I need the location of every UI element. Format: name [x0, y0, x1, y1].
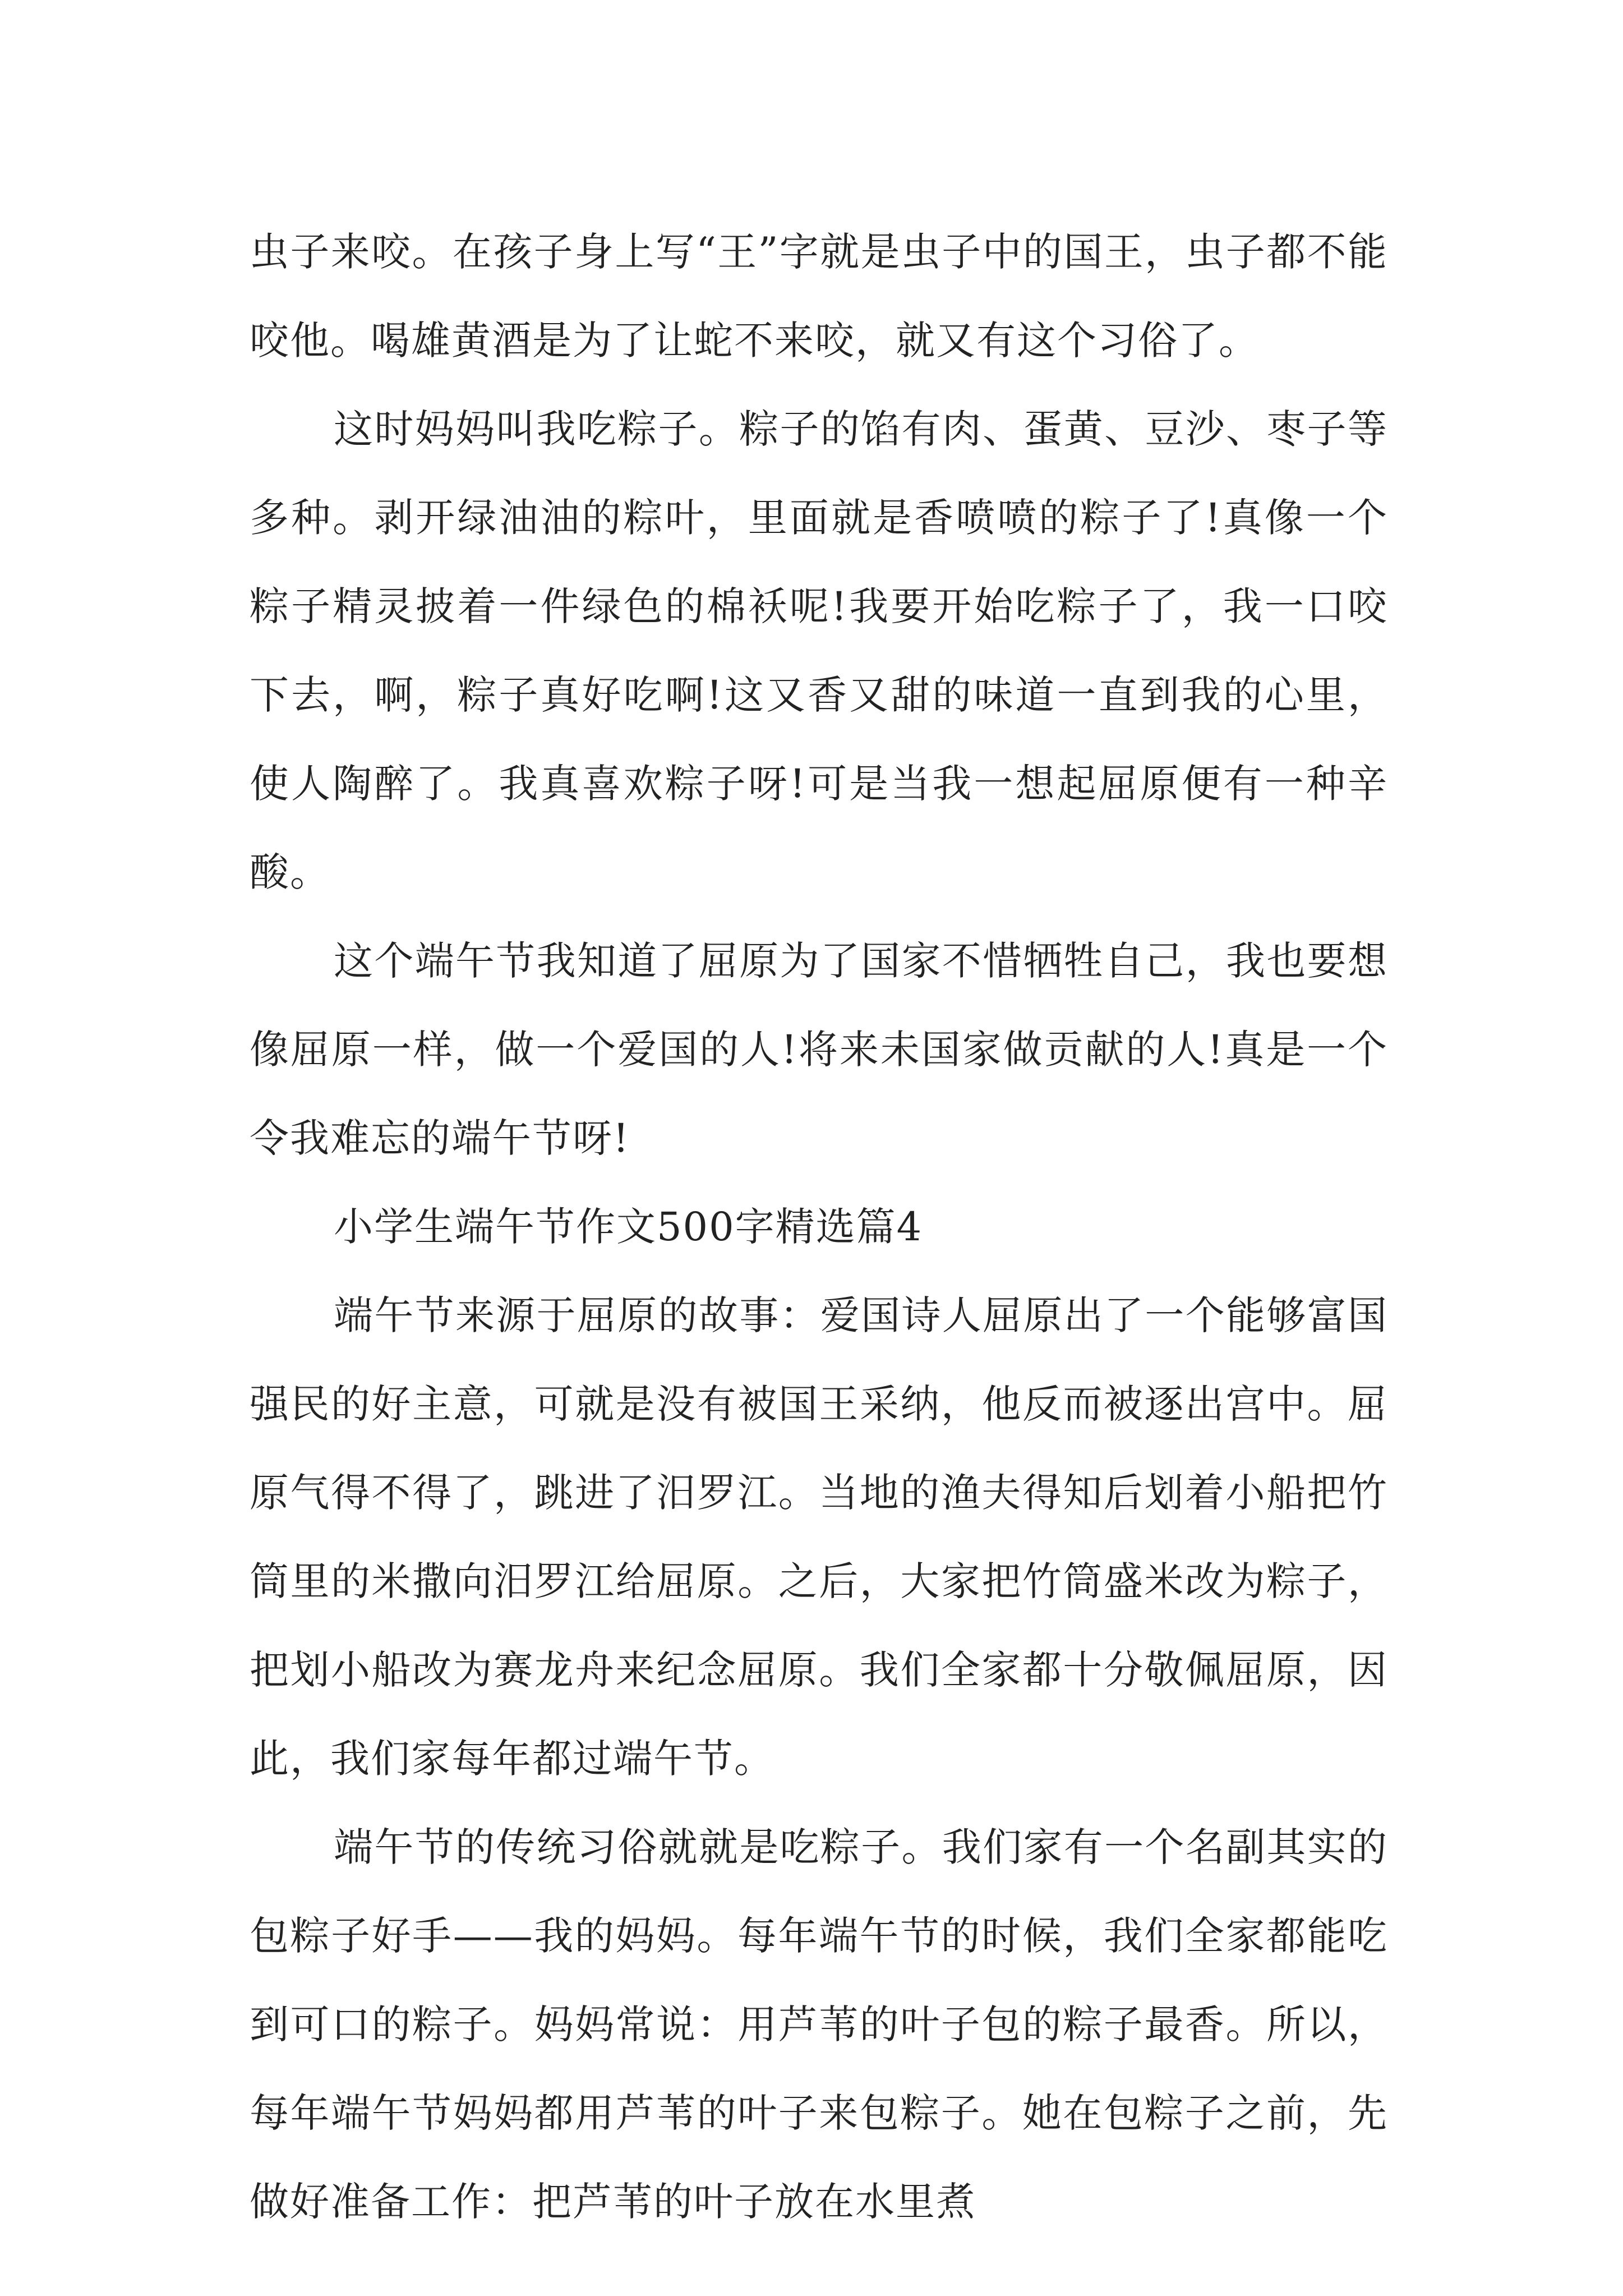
paragraph-quyuan-story: 端午节来源于屈原的故事：爱国诗人屈原出了一个能够富国强民的好主意，可就是没有被国王采纳，他反而被逐出宫中。屈原气得不得了，跳进了汨罗江。当地的渔夫得知后划着小船把竹筒里的米撒向汨罗江给屈原。之后，大家把竹筒盛米改为粽子，把划小船改为赛龙舟来纪念屈原。我们全家都十分敬佩屈原，因此，我们家每年都过端午节。 [250, 1292, 1388, 1782]
section-heading: 小学生端午节作文500字精选篇4 [334, 1204, 923, 1250]
paragraph-continuation: 虫子来咬。在孩子身上写“王”字就是虫子中的国王，虫子都不能咬他。喝雄黄酒是为了让蛇不来咬，就又有这个习俗了。 [250, 229, 1388, 364]
paragraph-zongzi-eating: 这时妈妈叫我吃粽子。粽子的馅有肉、蛋黄、豆沙、枣子等多种。剥开绿油油的粽叶，里面就是香喷喷的粽子了!真像一个粽子精灵披着一件绿色的棉袄呢!我要开始吃粽子了，我一口咬下去，啊，粽子真好吃啊!这又香又甜的味道一直到我的心里，使人陶醉了。我真喜欢粽子呀!可是当我一想起屈原便有一种辛酸。 [250, 406, 1388, 895]
paragraph-conclusion: 这个端午节我知道了屈原为了国家不惜牺牲自己，我也要想像屈原一样，做一个爱国的人!将来未国家做贡献的人!真是一个令我难忘的端午节呀! [250, 938, 1388, 1161]
article-body [250, 208, 1388, 2246]
paragraph-zongzi-custom: 端午节的传统习俗就就是吃粽子。我们家有一个名副其实的包粽子好手——我的妈妈。每年端午节的时候，我们全家都能吃到可口的粽子。妈妈常说：用芦苇的叶子包的粽子最香。所以，每年端午节妈妈都用芦苇的叶子来包粽子。她在包粽子之前，先做好准备工作：把芦苇的叶子放在水里煮 [250, 1824, 1388, 2225]
